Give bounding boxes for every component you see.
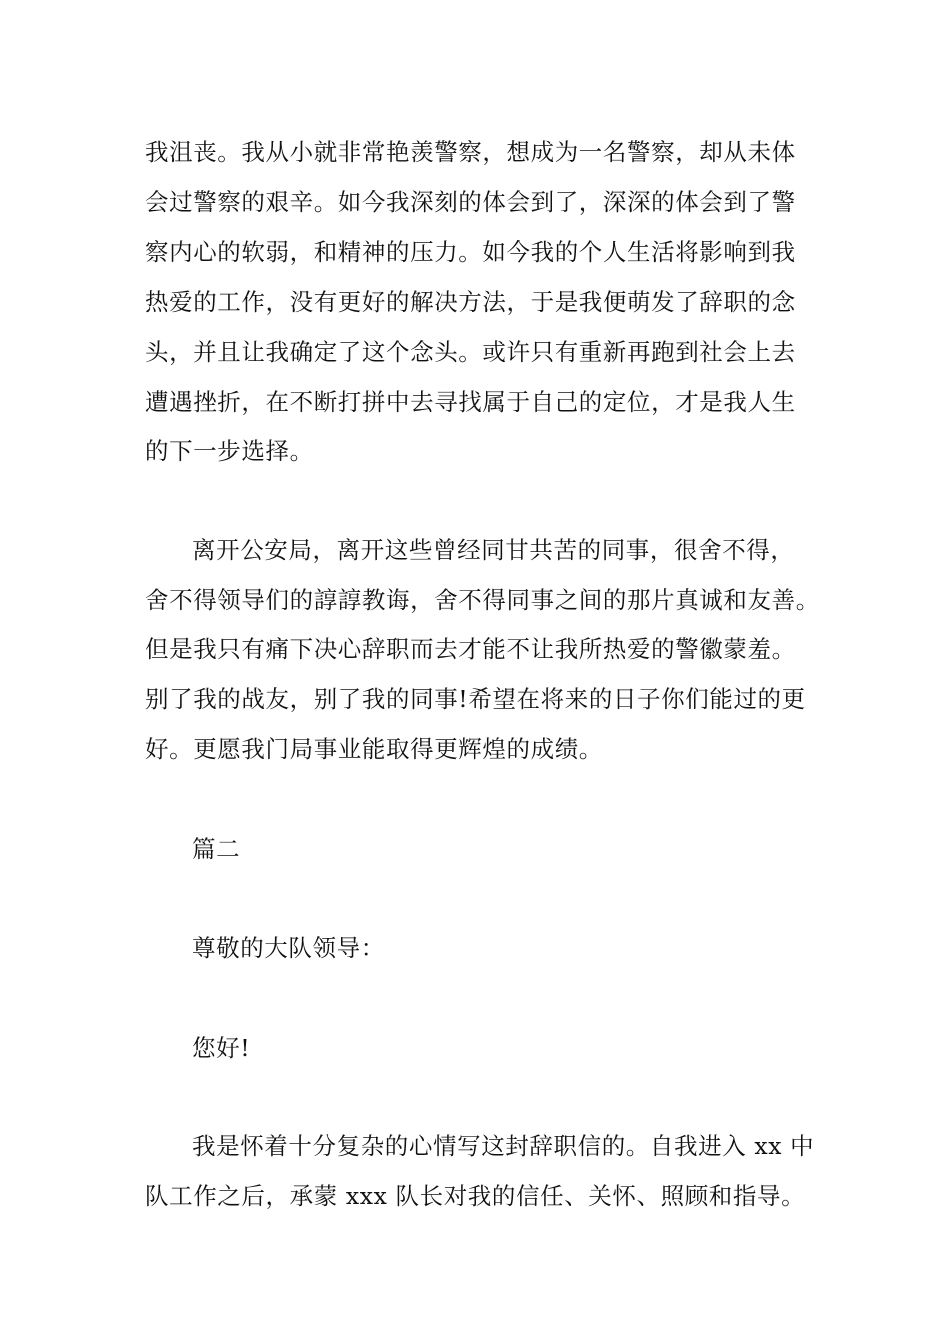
greeting: 您好! bbox=[192, 1034, 251, 1062]
paragraph-3-line-1: 我是怀着十分复杂的心情写这封辞职信的。自我进入 xx 中 bbox=[192, 1132, 815, 1160]
salutation: 尊敬的大队领导： bbox=[192, 934, 385, 962]
paragraph-1-line-2: 会过警察的艰辛。如今我深刻的体会到了，深深的体会到了警 bbox=[145, 188, 796, 216]
paragraph-1-line-3: 察内心的软弱，和精神的压力。如今我的个人生活将影响到我 bbox=[145, 238, 796, 266]
paragraph-1-line-7: 的下一步选择。 bbox=[145, 437, 314, 465]
paragraph-1-line-5: 头，并且让我确定了这个念头。或许只有重新再跑到社会上去 bbox=[145, 338, 796, 366]
section-heading: 篇二 bbox=[192, 835, 241, 863]
paragraph-2-line-4: 别了我的战友，别了我的同事!希望在将来的日子你们能过的更 bbox=[145, 685, 806, 713]
paragraph-1-line-1: 我沮丧。我从小就非常艳羡警察，想成为一名警察，却从未体 bbox=[145, 138, 796, 166]
paragraph-1-line-6: 遭遇挫折，在不断打拼中去寻找属于自己的定位，才是我人生 bbox=[145, 388, 796, 416]
paragraph-3-line-2: 队工作之后，承蒙 xxx 队长对我的信任、关怀、照顾和指导。 bbox=[145, 1182, 806, 1210]
paragraph-2-line-1: 离开公安局，离开这些曾经同甘共苦的同事，很舍不得， bbox=[192, 536, 795, 564]
paragraph-2-line-5: 好。更愿我门局事业能取得更辉煌的成绩。 bbox=[145, 735, 603, 763]
paragraph-2-line-2: 舍不得领导们的諄諄教诲，舍不得同事之间的那片真诚和友善。 bbox=[145, 586, 820, 614]
paragraph-1-line-4: 热爱的工作，没有更好的解决方法，于是我便萌发了辞职的念 bbox=[145, 288, 796, 316]
paragraph-2-line-3: 但是我只有痛下决心辞职而去才能不让我所热爱的警徽蒙羞。 bbox=[145, 635, 796, 663]
